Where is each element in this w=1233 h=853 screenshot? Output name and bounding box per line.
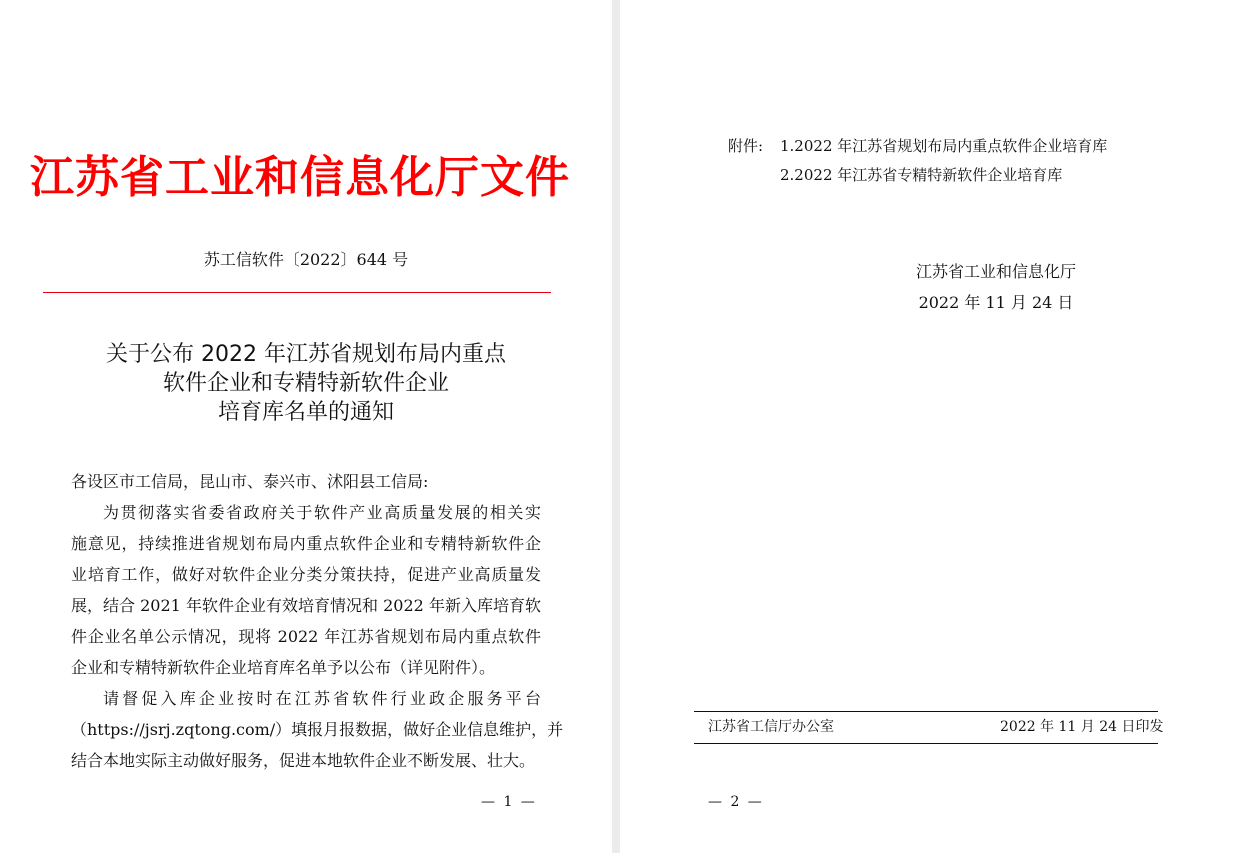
notice-title-line: 软件企业和专精特新软件企业 — [162, 371, 449, 396]
footer-office: 江苏省工信厅办公室 — [708, 719, 834, 735]
attachments-list — [728, 132, 1107, 190]
page-separator — [612, 0, 620, 853]
paragraph-2 — [71, 683, 564, 776]
document-page-2 — [620, 0, 1233, 853]
paragraph-line: 为贯彻落实省委省政府关于软件产业高质量发展的相关实 — [103, 503, 541, 522]
footer-rule-top — [694, 711, 1158, 712]
paragraph-line: 企业和专精特新软件企业培育库名单予以公布（详见附件）。 — [71, 658, 496, 677]
paragraph-line: 请督促入库企业按时在江苏省软件行业政企服务平台 — [103, 689, 541, 708]
attachments-label: 附件: — [728, 137, 764, 155]
page-number: — 2 — — [708, 794, 764, 810]
paragraph-1 — [71, 497, 541, 683]
page-number: — 1 — — [481, 794, 537, 810]
issue-date: 2022 年 11 月 24 日 — [918, 293, 1074, 312]
footer-print-date: 2022 年 11 月 24 日印发 — [1000, 719, 1164, 735]
paragraph-line: （https://jsrj.zqtong.com/）填报月报数据，做好企业信息维护，并 — [71, 720, 564, 739]
attachment-item: 2.2022 年江苏省专精特新软件企业培育库 — [780, 166, 1063, 184]
document-header-title: 江苏省工业和信息化厅文件 — [30, 152, 570, 203]
document-page-1 — [0, 0, 612, 853]
paragraph-line: 件企业名单公示情况，现将 2022 年江苏省规划布局内重点软件 — [71, 627, 541, 646]
red-header-rule — [43, 292, 551, 293]
notice-title — [0, 340, 612, 427]
salutation: 各设区市工信局，昆山市、泰兴市、沭阳县工信局: — [71, 472, 429, 491]
issuer-name: 江苏省工业和信息化厅 — [916, 262, 1077, 281]
issuer-block — [916, 256, 1076, 318]
notice-body — [71, 466, 564, 776]
paragraph-line: 施意见，持续推进省规划布局内重点软件企业和专精特新软件企 — [71, 534, 541, 553]
attachment-row — [728, 132, 1107, 161]
notice-title-line: 培育库名单的通知 — [217, 400, 394, 425]
paragraph-line: 结合本地实际主动做好服务，促进本地软件企业不断发展、壮大。 — [71, 751, 536, 770]
footer-rule-bottom — [694, 743, 1158, 744]
document-number: 苏工信软件〔2022〕644 号 — [203, 250, 409, 269]
attachment-item: 1.2022 年江苏省规划布局内重点软件企业培育库 — [780, 137, 1108, 155]
notice-title-line: 关于公布 2022 年江苏省规划布局内重点 — [106, 342, 506, 367]
paragraph-line: 业培育工作，做好对软件企业分类分策扶持，促进产业高质量发 — [71, 565, 541, 584]
paragraph-line: 展，结合 2021 年软件企业有效培育情况和 2022 年新入库培育软 — [71, 596, 541, 615]
